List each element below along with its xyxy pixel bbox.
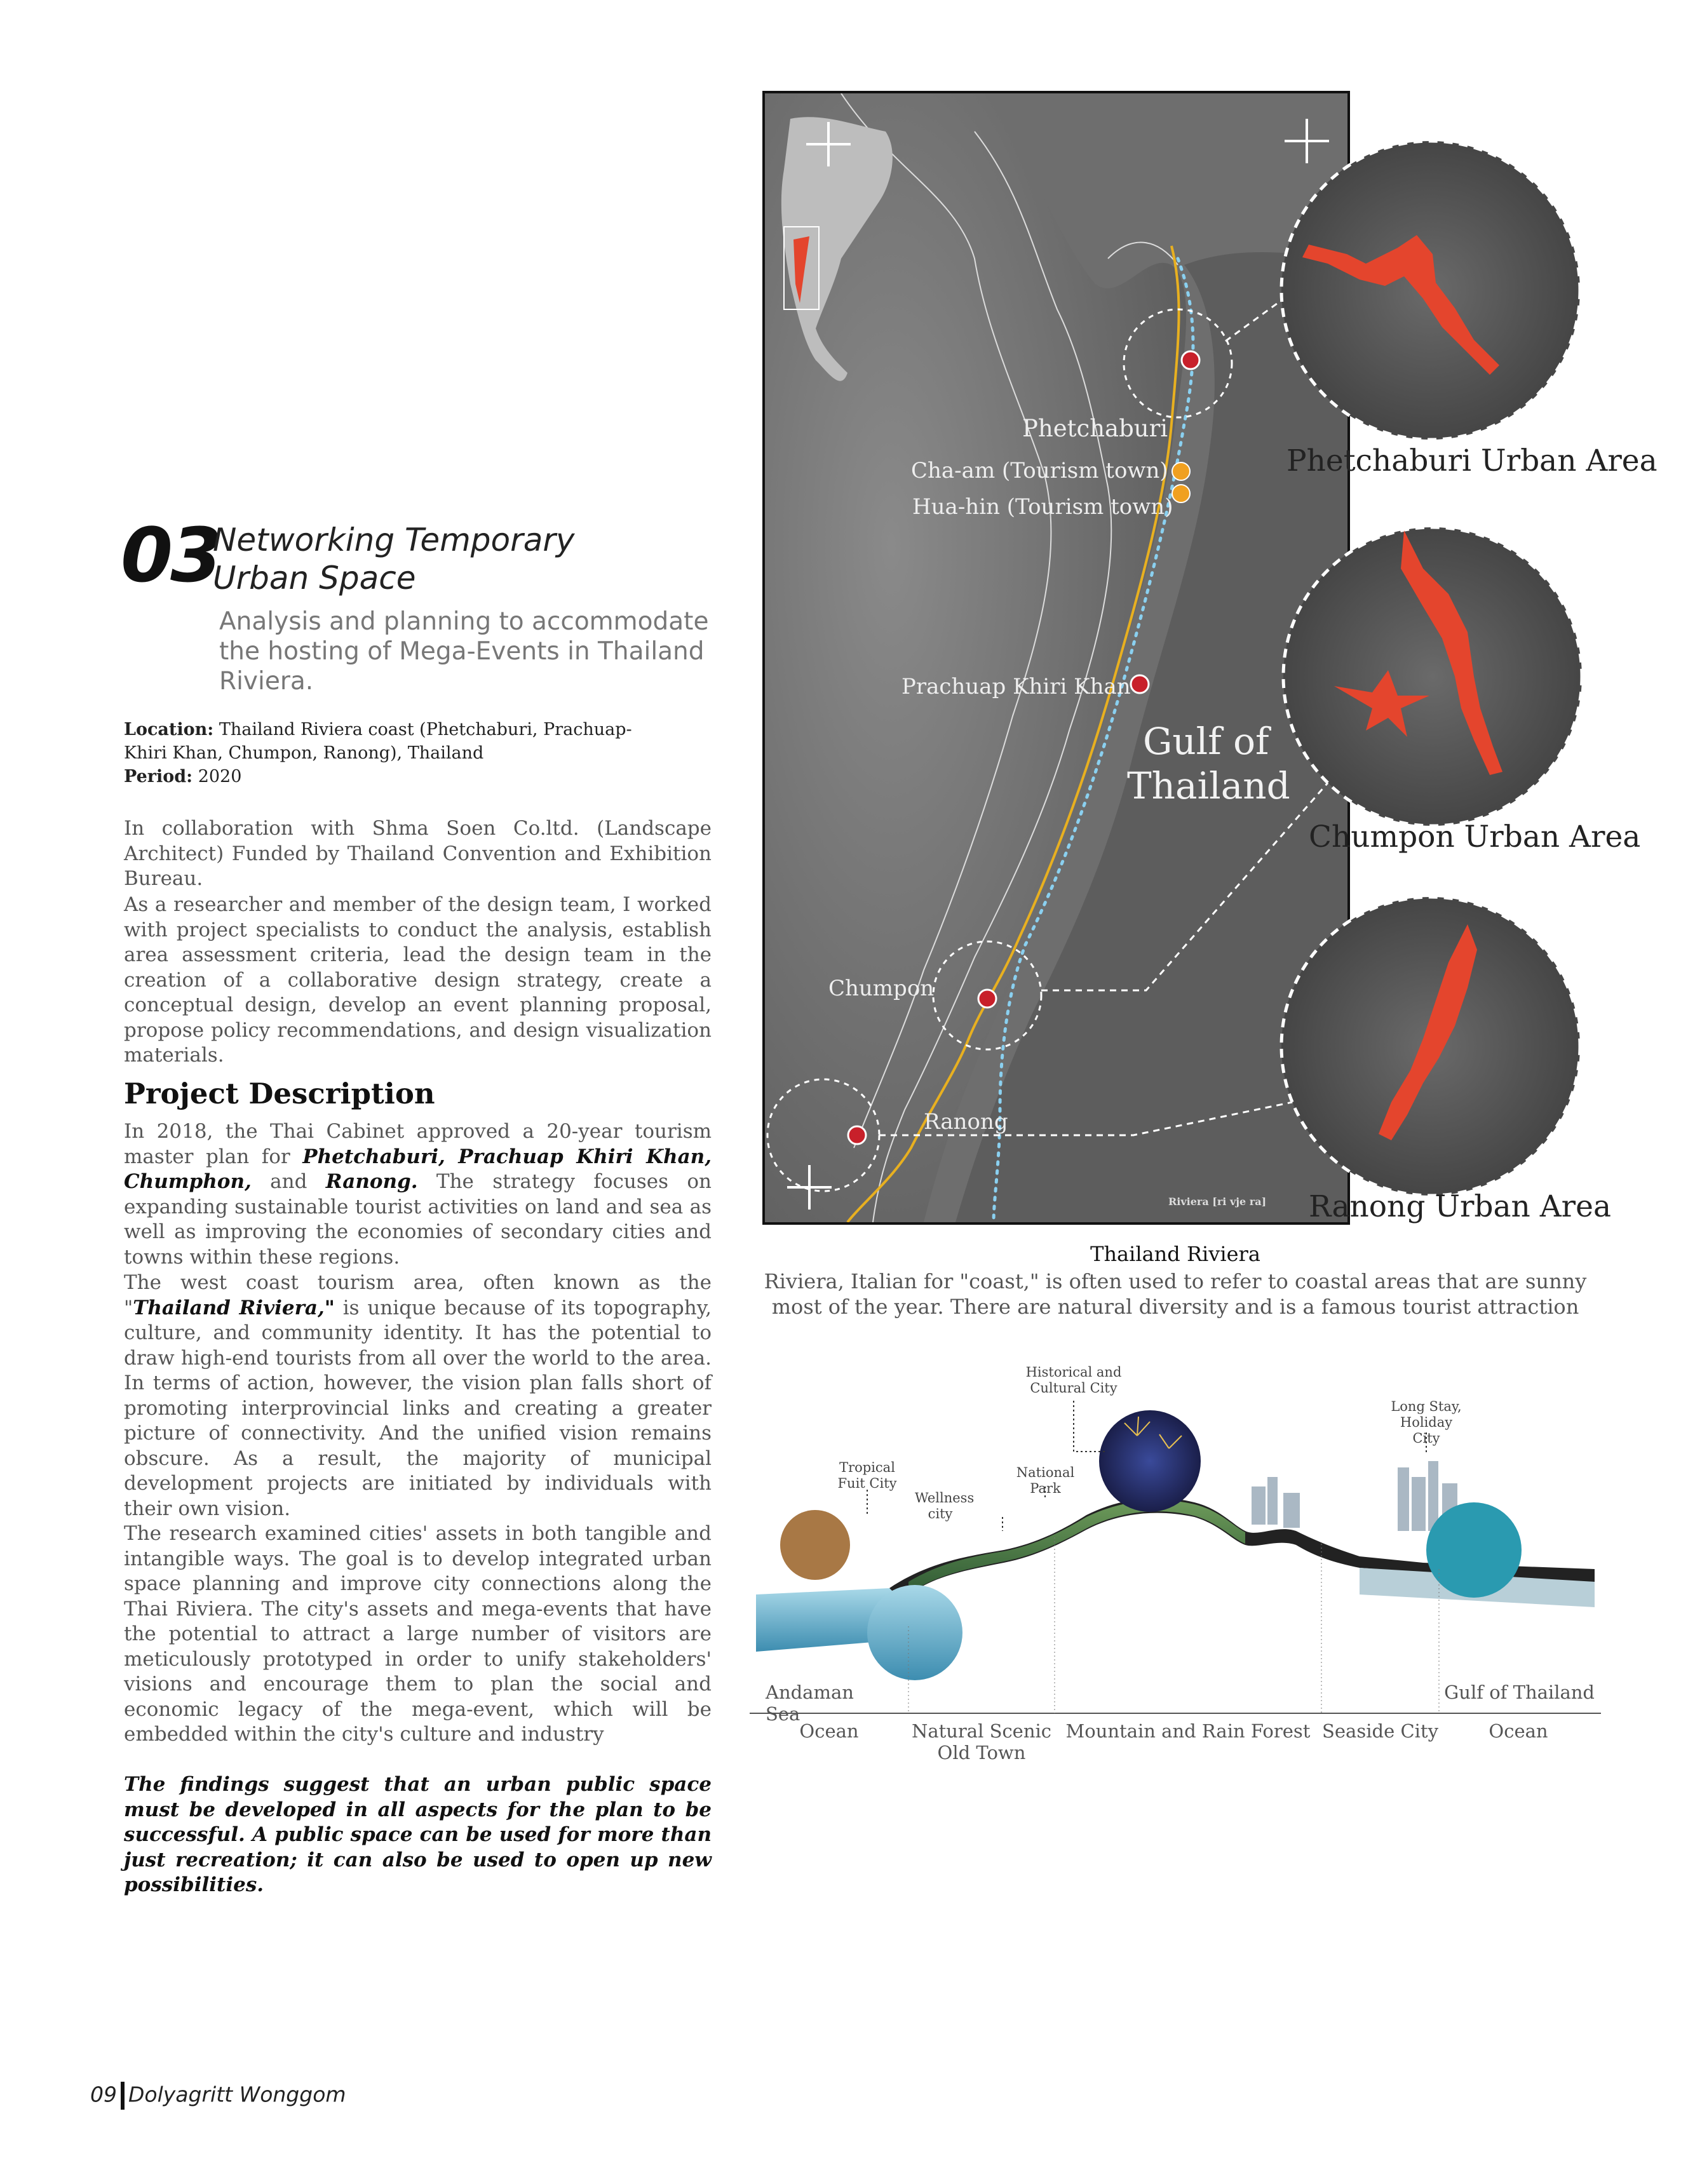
zone-mountain: Mountain and Rain Forest <box>1065 1720 1311 1742</box>
callout-wellness: Wellness city <box>915 1490 975 1521</box>
description-paragraph-2 <box>124 1271 712 1521</box>
callout-national-park: National Park <box>1016 1465 1075 1496</box>
desc1-d: Ranong. <box>325 1170 418 1193</box>
label-prachuap: Prachuap Khiri Khan <box>901 674 1131 699</box>
footer-divider <box>121 2082 125 2110</box>
marker-ranong <box>848 1126 866 1144</box>
location-value: Thailand Riviera coast (Phetchaburi, Prachuap-Khiri Khan, Chumpon, Ranong), Thailand <box>124 720 632 763</box>
description-heading: Project Description <box>124 1077 435 1110</box>
zone-ocean-west: Ocean <box>799 1720 859 1742</box>
map-caption-title: Thailand Riviera <box>1090 1242 1260 1266</box>
wellness-bubble <box>867 1585 962 1680</box>
seaside-wildlife-bubble <box>1426 1502 1522 1598</box>
zone-natural-scenic <box>908 1720 1055 1763</box>
desc1-e: The strategy focuses on expanding sustainable tourist activities on land and sea as well as improving the economies of secondary cities and towns within these regions. <box>124 1170 712 1269</box>
zoom-circle-chumpon <box>1283 527 1582 826</box>
map-graphic <box>765 93 1347 1222</box>
desc1-c: and <box>251 1170 326 1193</box>
label-gulf-1: Gulf of <box>1143 720 1269 763</box>
label-huahin: Hua-hin (Tourism town) <box>912 494 1173 520</box>
location-label: Location: <box>124 720 214 739</box>
desc1-b: Phetchaburi, Prachuap Khiri Khan, Chumphon, <box>124 1145 712 1193</box>
desc2-b: Thailand Riviera," <box>133 1296 335 1319</box>
project-meta <box>124 718 645 788</box>
tropical-fruit-bubble <box>780 1510 850 1580</box>
callout-long-stay: Long Stay, Holiday City <box>1391 1399 1462 1446</box>
riviera-section-diagram <box>750 1365 1601 1779</box>
marker-prachuap <box>1131 675 1149 693</box>
callout-historical: Historical and Cultural City <box>1025 1365 1122 1396</box>
project-subtitle: Analysis and planning to accommodate the hosting of Mega-Events in Thailand Riviera. <box>219 607 709 696</box>
label-chumpon-urban-area: Chumpon Urban Area <box>1309 819 1641 854</box>
zoom-circles <box>1264 137 1607 1229</box>
desc2-c: is unique because of its topography, culture, and community identity. It has the potential to draw high-end tourists from all over the world to the area. In terms of action, however, the vision plan falls short of promoting interprovincial links and creating a greater picture of connectivity. And the unified vision remains obscure. As a result, the majority of municipal development projects are initiated by individuals with their own vision. <box>124 1296 712 1520</box>
label-gulf-2: Thailand <box>1127 764 1290 807</box>
title-line-2: Urban Space <box>213 560 416 597</box>
desc1-a: In 2018, the Thai Cabinet approved a 20-year tourism master plan for <box>124 1120 712 1168</box>
period-value: 2020 <box>198 767 242 786</box>
title-line-1: Networking Temporary <box>213 522 575 558</box>
marker-chumpon <box>978 990 996 1008</box>
author-name: Dolyagritt Wonggom <box>128 2082 346 2107</box>
period-label: Period: <box>124 767 193 786</box>
zone-ocean-east: Ocean <box>1489 1720 1548 1742</box>
label-chaam: Cha-am (Tourism town) <box>911 458 1168 483</box>
zone-natural-scenic-line1: Natural Scenic <box>911 1720 1052 1742</box>
riviera-map <box>762 91 1350 1225</box>
zone-natural-scenic-line2: Old Town <box>937 1742 1026 1763</box>
callout-tropical: Tropical Fuit City <box>837 1460 897 1491</box>
role-paragraph: As a researcher and member of the design team, I worked with project specialists to conduct the analysis, establish area assessment criteria, lead the design team in the creation of a collaborative design strategy, create a conceptual design, develop an event planning proposal, propose policy recommendations, and design visualization materials. <box>124 893 712 1067</box>
page-footer <box>90 2082 346 2110</box>
end-label-andaman: Andaman Sea <box>766 1682 854 1725</box>
marker-phetchaburi <box>1182 351 1199 369</box>
project-title <box>213 521 574 597</box>
description-paragraph-1 <box>124 1119 712 1270</box>
page-number: 09 <box>90 2082 117 2107</box>
findings-paragraph: The findings suggest that an urban public space must be developed in all aspects for the plan to be successful. A public space can be used for more than just recreation; it can also be used to open up new possibilities. <box>124 1773 712 1896</box>
label-phetchaburi-urban-area: Phetchaburi Urban Area <box>1286 443 1658 478</box>
historical-fireworks-bubble <box>1099 1410 1201 1512</box>
riviera-tag: Riviera [ri vje ra] <box>1168 1196 1267 1208</box>
label-phetchaburi: Phetchaburi <box>1022 415 1168 442</box>
end-label-gulf: Gulf of Thailand <box>1444 1682 1595 1703</box>
label-ranong: Ranong <box>924 1109 1008 1135</box>
map-caption-text: Riviera, Italian for "coast," is often used to refer to coastal areas that are sunny most of the year. There are natural diversity and is a famous tourist attraction <box>764 1269 1587 1319</box>
label-chumpon: Chumpon <box>828 976 935 1001</box>
label-ranong-urban-area: Ranong Urban Area <box>1309 1189 1611 1224</box>
desc2-a: The west coast tourism area, often known as the " <box>124 1271 712 1319</box>
zone-seaside-city: Seaside City <box>1322 1720 1438 1742</box>
collab-paragraph: In collaboration with Shma Soen Co.ltd. (Landscape Architect) Funded by Thailand Convention and Exhibition Bureau. <box>124 817 712 890</box>
seaside-city-skyline <box>1252 1461 1457 1531</box>
description-paragraph-3: The research examined cities' assets in both tangible and intangible ways. The goal is to develop integrated urban space planning and improve city connections along the Thai Riviera. The city's assets and mega-events that have the potential to attract a large number of visitors are meticulously prototyped in order to unify stakeholders' visions and encourage them to plan the social and economic legacy of the mega-event, which will be embedded within the city's culture and industry <box>124 1522 712 1746</box>
project-number: 03 <box>121 511 220 599</box>
marker-chaam <box>1172 462 1190 480</box>
marker-huahin <box>1172 485 1190 502</box>
